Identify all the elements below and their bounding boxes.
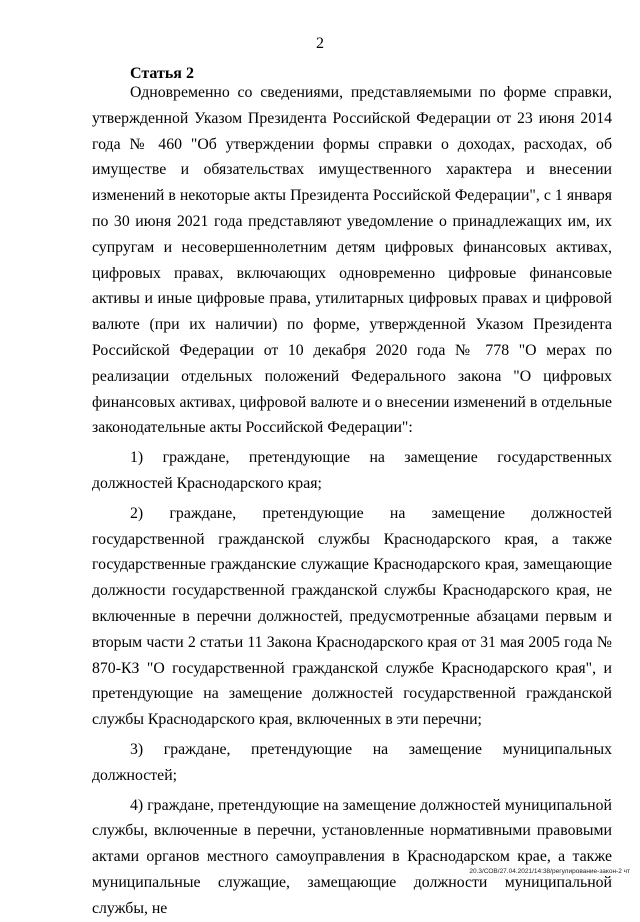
page-number: 2	[316, 35, 324, 52]
list-item-2: 2) граждане, претендующие на замещение должностей государственной гражданской службы Краснодарского края, а также государственные гражданские служащие Краснодарского края, замещающие должности государственной гражданской службы Краснодарского края, не включенные в перечни должностей, предусмотренные абзацами первым и вторым части 2 статьи 11 Закона Краснодарского края от 31 мая 2005 года № 870-КЗ "О государственной гражданской службе Краснодарского края", и претендующие на замещение должностей государственной гражданской службы Краснодарского края, включенных в эти перечни;	[92, 504, 612, 729]
article-heading: Статья 2	[130, 65, 194, 82]
article-body	[92, 80, 612, 922]
document-footer-code: 20.3/СОВ/27.04.2021/14:38/регулирование-закон-2 чт	[469, 868, 630, 875]
intro-paragraph: Одновременно со сведениями, представляемыми по форме справки, утвержденной Указом Президента Российской Федерации от 23 июня 2014 года № 460 "Об утверждении формы справки о доходах, расходах, об имуществе и обязательствах имущественного характера и внесении изменений в некоторые акты Президента Российской Федерации", с 1 января по 30 июня 2021 года представляют уведомление о принадлежащих им, их супругам и несовершеннолетним детям цифровых финансовых активах, цифровых правах, включающих одновременно цифровые финансовые активы и иные цифровые права, утилитарных цифровых правах и цифровой валюте (при их наличии) по форме, утвержденной Указом Президента Российской Федерации от 10 декабря 2020 года № 778 "О мерах по реализации отдельных положений Федерального закона "О цифровых финансовых активах, цифровой валюте и о внесении изменений в отдельные законодательные акты Российской Федерации":	[92, 84, 612, 437]
list-item-3: 3) граждане, претендующие на замещение муниципальных должностей;	[92, 740, 612, 784]
list-item-1: 1) граждане, претендующие на замещение государственных должностей Краснодарского края;	[92, 449, 612, 492]
list-item-4: 4) граждане, претендующие на замещение должностей муниципальной службы, включенные в перечни, установленные нормативными правовыми актами органов местного самоуправления в Краснодарском крае, а также муниципальные служащие, замещающие должности муниципальной службы, не	[92, 796, 612, 917]
